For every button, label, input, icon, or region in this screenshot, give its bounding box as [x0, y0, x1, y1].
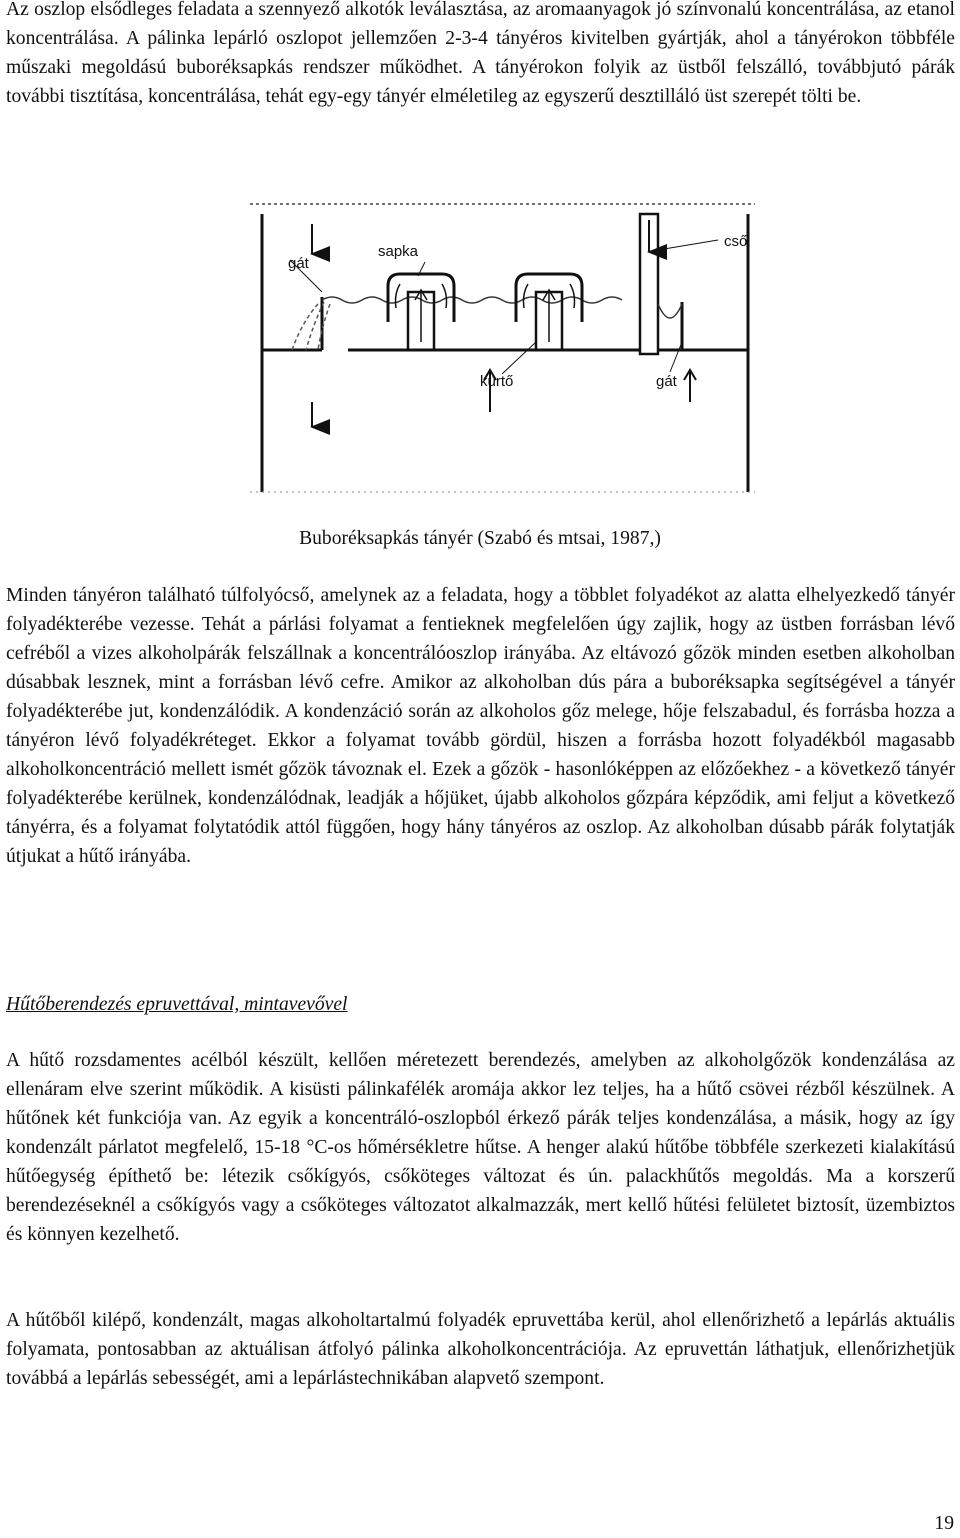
bubble-cap-tray-diagram	[240, 192, 760, 498]
label-gat-left: gát	[288, 255, 309, 272]
overflow-liquid	[292, 302, 330, 350]
figure-caption: Buboréksapkás tányér (Szabó és mtsai, 1987,)	[299, 528, 661, 549]
label-kurto: kürtő	[480, 373, 514, 390]
vapor-up-arrow-right	[684, 370, 696, 402]
section-heading: Hűtőberendezés epruvettával, mintavevővel	[6, 994, 348, 1015]
label-gat-right: gát	[656, 373, 677, 390]
paragraph-test-tube: A hűtőből kilépő, kondenzált, magas alkoholtartalmú folyadék epruvettába kerül, ahol ellenőrizhető a lepárlás aktuális folyamata, pontosabban az aktuálisan átfolyó pálinka alkoholkoncentrációja. Az epruvettán láthatjuk, ellenőrizhetjük továbbá a lepárlás sebességét, ami a lepárlástechnikában alapvető szempont.	[6, 1310, 955, 1389]
cso-leader	[658, 240, 718, 250]
vapor-arrow-2	[543, 290, 555, 342]
kurto-leader	[502, 342, 536, 374]
paragraph-column-function: Az oszlop elsődleges feladata a szennyező alkotók leválasztása, az aromaanyagok jó színvonalú koncentrálása, az etanol koncentrálása. A pálinka lepárló oszlopot jellemzően 2-3-4 tányéros kivitelben gyártják, ahol a tányérokon többféle műszaki megoldású buboréksapkás rendszer működhet. A tányérokon folyik az üstből felszálló, továbbjutó párák további tisztítása, koncentrálása, tehát egy-egy tányér elméletileg az egyszerű desztilláló üst szerepét tölti be.	[6, 0, 955, 107]
page-number: 19	[934, 1513, 954, 1534]
paragraph-overflow-process: Minden tányéron található túlfolyócső, amelynek az a feladata, hogy a többlet folyadékot az alatta elhelyezkedő tányér folyadékterébe vezesse. Tehát a párlási folyamat a fentieknek megfelelően úgy zajlik, hogy az üstben forrásban lévő cefréből a vizes alkoholpárák felszállnak a koncentrálóoszlop irányába. Az eltávozó gőzök minden esetben alkoholban dúsabbak lesznek, mint a forrásban lévő cefre. Amikor az alkoholban dús pára a buboréksapka segítségével a tányér folyadékterébe jut, kondenzálódik. A kondenzáció során az alkoholos gőz melege, hője felszabadul, és forrásba hozza a tányéron lévő folyadékréteget. Ekkor a folyamat tovább gördül, hiszen a forrásba hozott folyadékból magasabb alkoholkoncentráció mellett ismét gőzök távoznak el. Ezek a gőzök - hasonlóképpen az előzőekhez - a következő tányér folyadékterébe kerülnek, kondenzálódnak, leadják a hőjüket, újabb alkoholos gőzpára képződik, ami feljut a következő tányérra, és a folyamat folytatódik attól függően, hogy hány tányéros az oszlop. Az alkoholban dúsabb párák folytatják útjukat a hűtő irányába.	[6, 585, 955, 867]
right-liquid-seal	[658, 304, 682, 318]
bubble-cap-tray-figure	[240, 192, 760, 498]
liquid-surface	[322, 297, 622, 303]
label-sapka: sapka	[378, 243, 419, 260]
label-cso: cső	[724, 233, 748, 250]
gat-right-leader	[670, 342, 682, 372]
paragraph-condenser: A hűtő rozsdamentes acélból készült, kellően méretezett berendezés, amelyben az alkoholgőzök kondenzálása az ellenáram elve szerint működik. A kisüsti pálinkafélék aromája akkor lez teljes, ha a hűtő csövei rézből készülnek. A hűtőnek két funkciója van. Az egyik a koncentráló-oszlopból érkező párák teljes kondenzálása, a másik, hogy az így kondenzált párlatot megfelelő, 15-18 °C-os hőmérsékletre hűtse. A henger alakú hűtőbe többféle szerkezeti kialakítású hűtőegység építhető be: létezik csőkígyós, csőköteges változat és ún. palackhűtős megoldás. Ma a korszerű berendezéseknél a csőkígyós vagy a csőköteges változatot alkalmazzák, mert kellő hűtési felületet biztosít, üzembiztos és könnyen kezelhető.	[6, 1050, 955, 1245]
vapor-arrow-1	[415, 290, 427, 342]
